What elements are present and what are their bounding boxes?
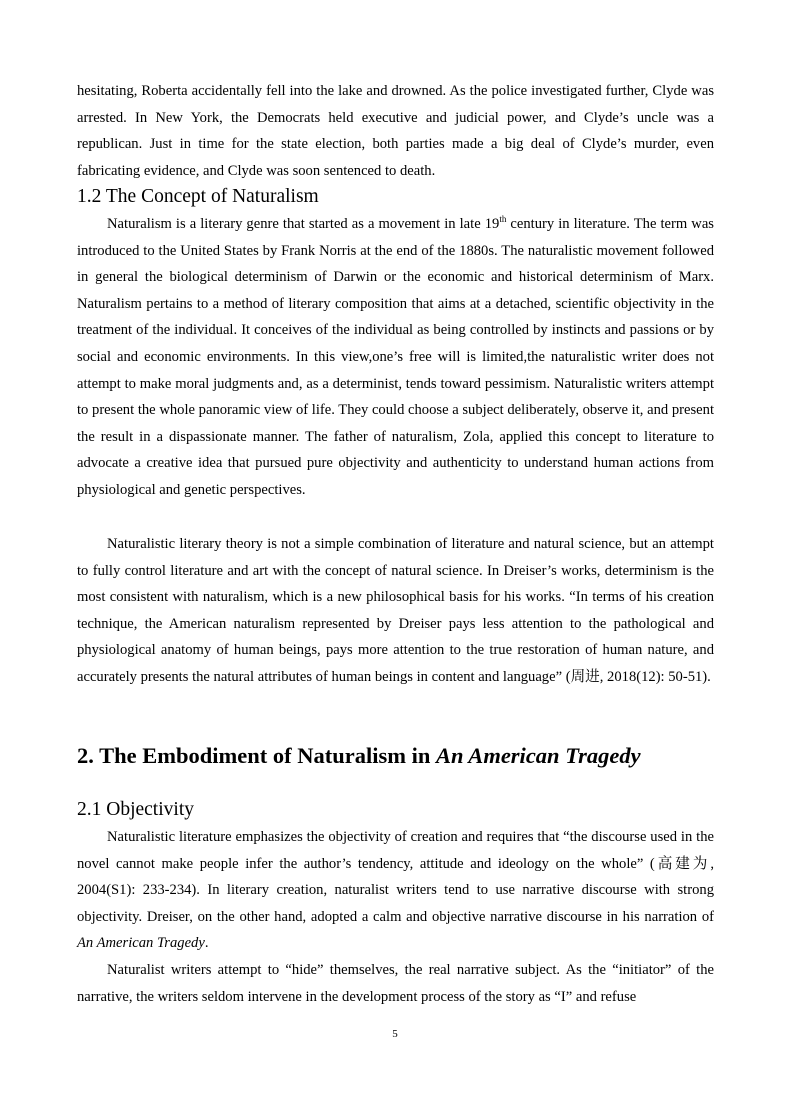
section-heading-2-1: 2.1 Objectivity <box>77 799 194 820</box>
paragraph-plot-summary: hesitating, Roberta accidentally fell into the lake and drowned. As the police investigated further, Clyde was arrested. In New York, the Democrats held executive and judicial power, and Clyde’s uncle was a republican. Just in time for the state election, both parties made a big deal of Clyde’s murder, even fabricating evidence, and Clyde was soon sentenced to death. <box>77 83 714 179</box>
chapter-heading-2: 2. The Embodiment of Naturalism in An American Tragedy <box>77 743 641 768</box>
page-number: 5 <box>392 1028 398 1040</box>
section-heading-1-2: 1.2 The Concept of Naturalism <box>77 186 319 207</box>
superscript-th: th <box>499 214 507 225</box>
paragraph-naturalism-definition: Naturalism is a literary genre that started as a movement in late 19th century in literature. The term was introduced to the United States by Frank Norris at the end of the 1880s. The naturalistic movement followed in general the biological determinism of Darwin or the economic and historical determinism of Marx. Naturalism pertains to a method of literary composition that aims at a detached, scientific objectivity in the treatment of the individual. It conceives of the individual as being controlled by instincts and passions or by social and economic environments. In this view,one’s free will is limited,the naturalistic writer does not attempt to make moral judgments and, as a determinist, tends toward pessimism. Naturalistic writers attempt to present the whole panoramic view of life. They could choose a subject deliberately, observe it, and present the result in a dispassionate manner. The father of naturalism, Zola, applied this concept to literature to advocate a creative idea that pursued pure objectivity and authenticity to understand human actions from physiological and genetic perspectives. <box>77 214 714 498</box>
paragraph-objectivity: Naturalistic literature emphasizes the objectivity of creation and requires that “the discourse used in the novel cannot make people infer the author’s tendency, attitude and ideology on the whole” (高建为, 2004(S1): 233-234). In literary creation, naturalist writers tend to use narrative discourse with strong objectivity. Dreiser, on the other hand, adopted a calm and objective narrative discourse in his narration of An American Tragedy. <box>77 829 714 952</box>
paragraph-hidden-narrator: Naturalist writers attempt to “hide” themselves, the real narrative subject. As the “initiator” of the narrative, the writers seldom intervene in the development process of the story as “I” and refuse <box>77 962 714 1005</box>
paragraph-naturalistic-theory: Naturalistic literary theory is not a simple combination of literature and natural science, but an attempt to fully control literature and art with the concept of natural science. In Dreiser’s works, determinism is the most consistent with naturalism, which is a new philosophical basis for his works. “In terms of his creation technique, the American naturalism represented by Dreiser pays less attention to the pathological and physiological anatomy of human beings, pays more attention to the true restoration of human nature, and accurately presents the natural attributes of human beings in content and language” (周进, 2018(12): 50-51). <box>77 536 714 685</box>
